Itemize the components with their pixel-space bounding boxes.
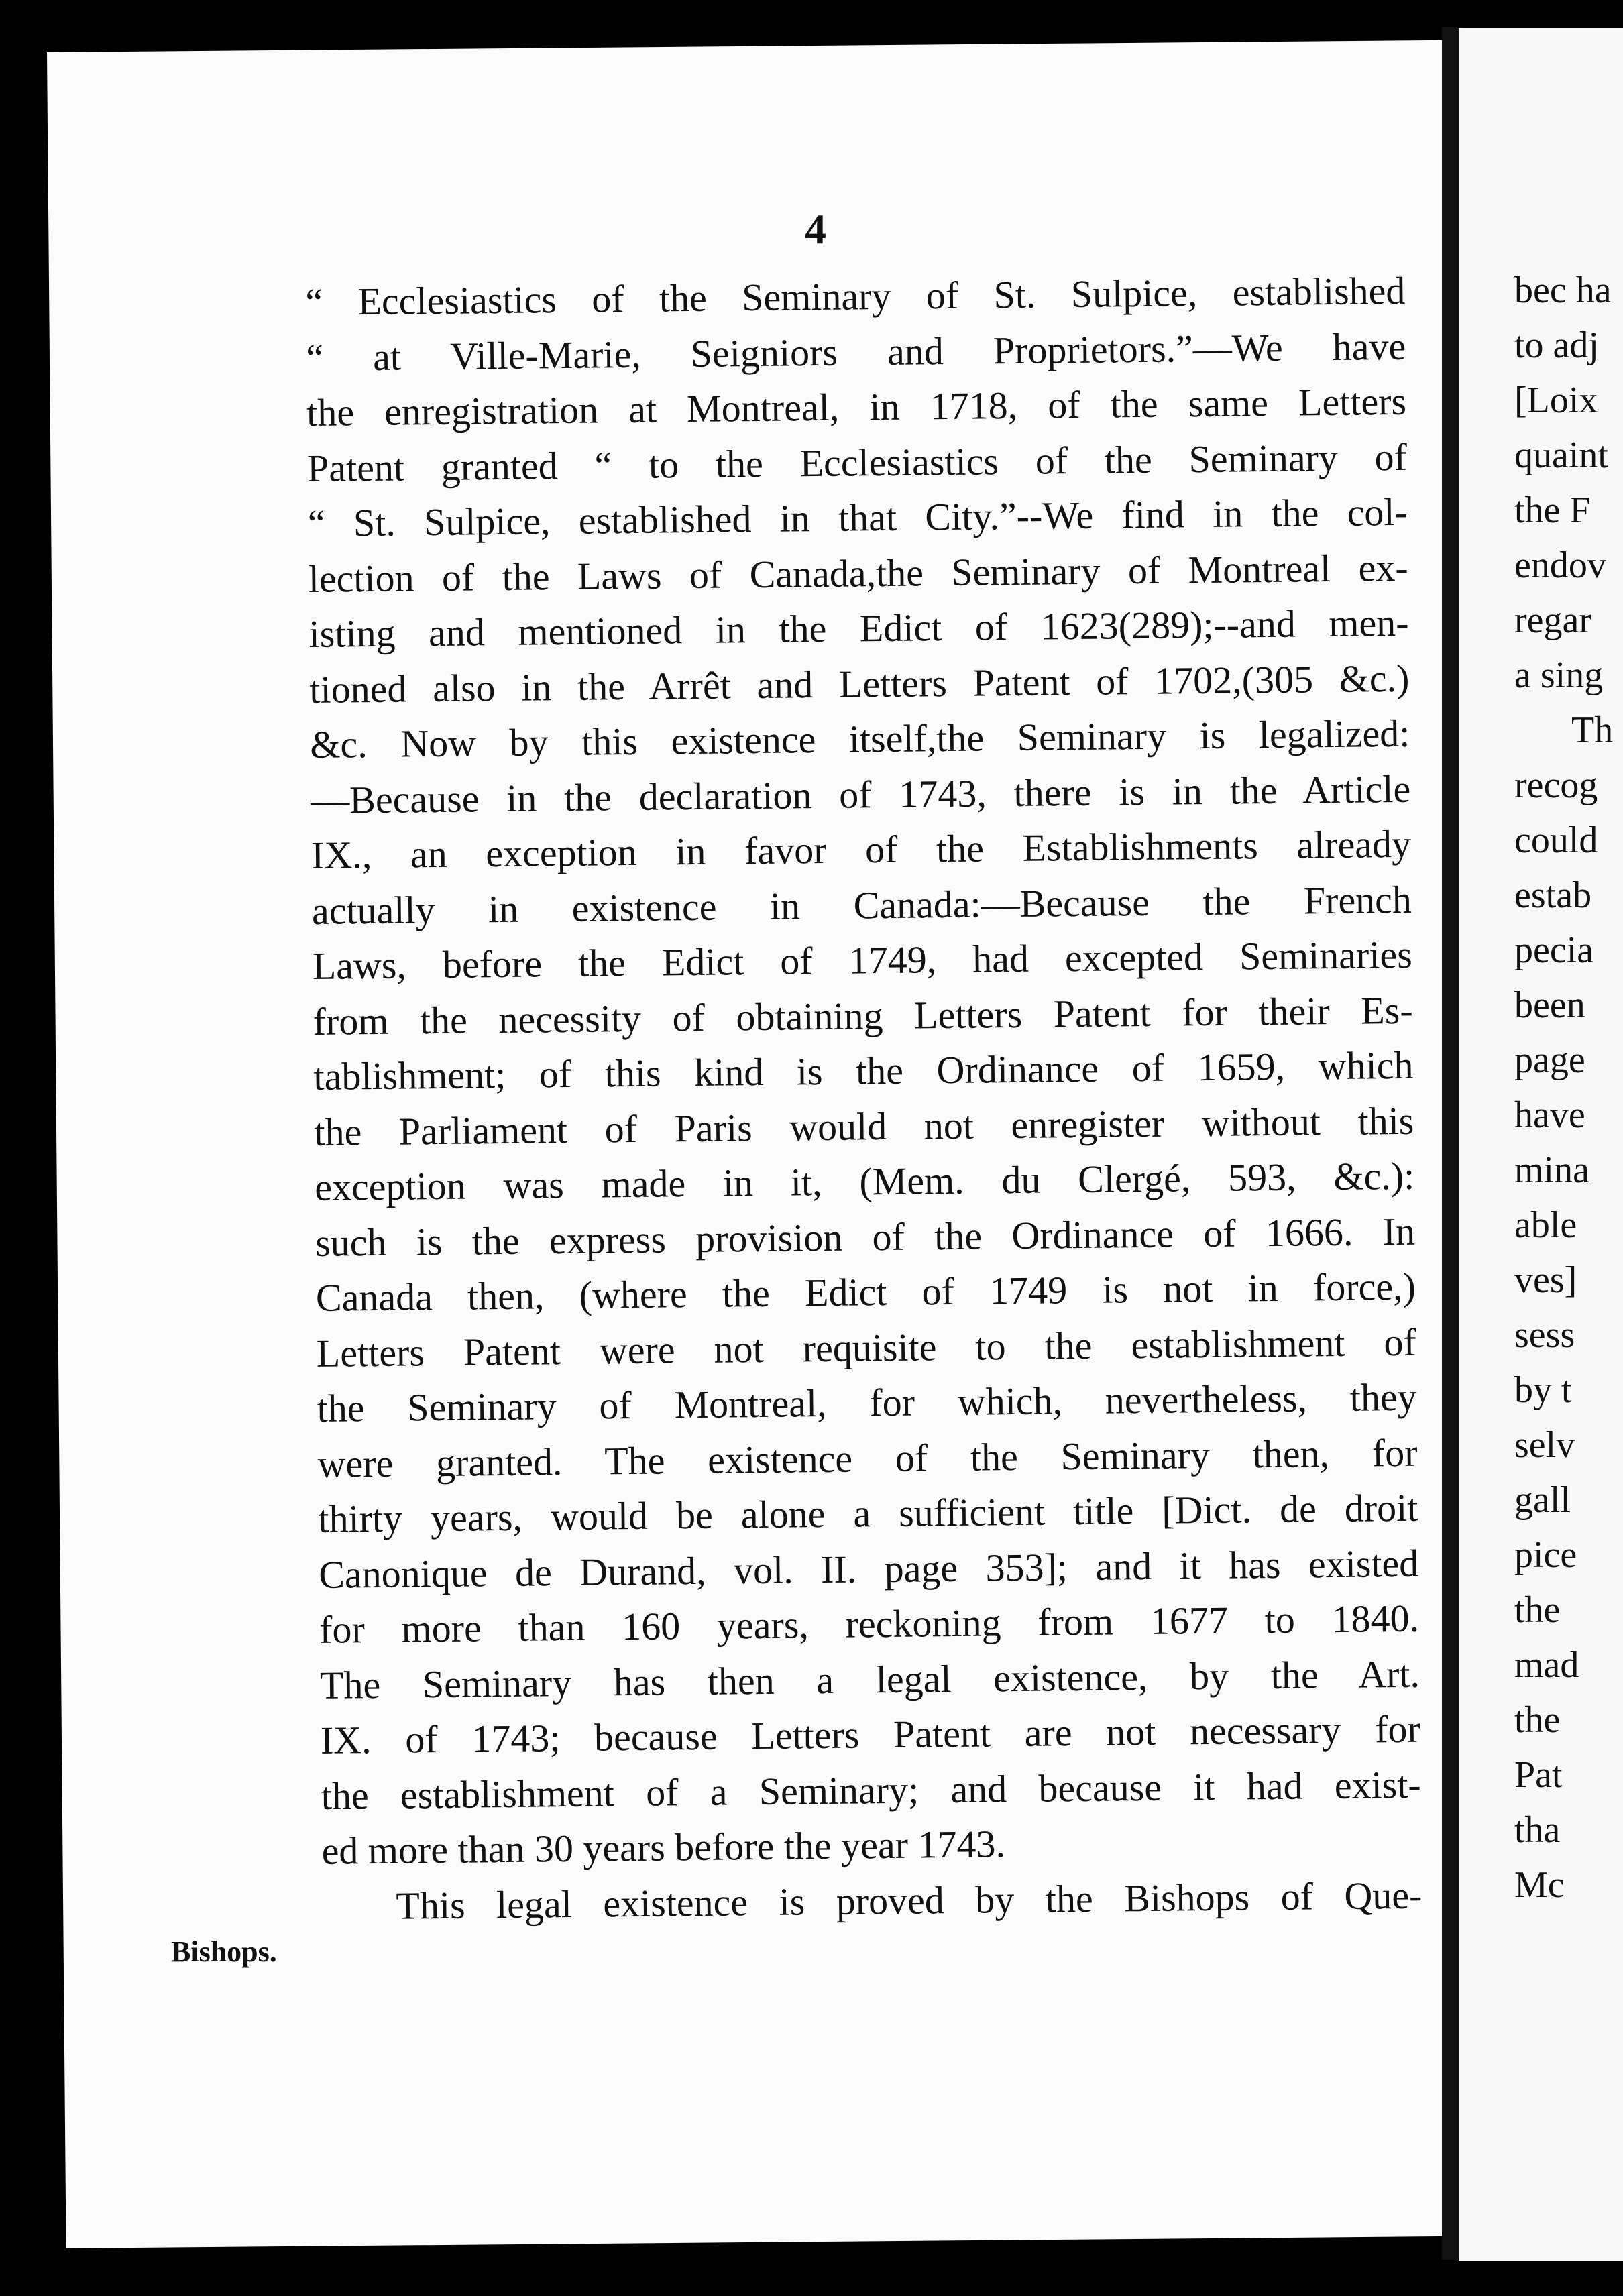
right-page-line: to adj (1514, 325, 1599, 366)
body-line: “ at Ville-Marie, Seigniors and Proprietors.”—We have (305, 324, 1406, 380)
right-page-line: the F (1514, 490, 1591, 531)
right-page-line: bec ha (1514, 270, 1612, 311)
body-line: the Seminary of Montreal, for which, nevertheless, they (317, 1375, 1417, 1430)
body-line: “ Ecclesiastics of the Seminary of St. Sulpice, established (305, 268, 1406, 324)
right-page-line: the (1514, 1589, 1561, 1631)
body-line: IX., an exception in favor of the Establishments already (311, 821, 1412, 877)
right-page-line: estab (1514, 874, 1592, 916)
body-line: Laws, before the Edict of 1749, had excepted Seminaries (312, 932, 1413, 988)
page-number: 4 (805, 205, 826, 253)
body-line: the establishment of a Seminary; and because it had exist- (321, 1762, 1422, 1818)
body-line: Patent granted “ to the Ecclesiastics of the Seminary of (306, 435, 1408, 490)
right-page-line: mad (1514, 1644, 1579, 1686)
right-page-line: pice (1514, 1534, 1577, 1576)
right-page-line: mina (1514, 1149, 1589, 1191)
right-page-line: pecia (1514, 929, 1594, 971)
right-page-line: the (1514, 1699, 1561, 1741)
body-line: The Seminary has then a legal existence, by the Art. (319, 1652, 1420, 1707)
body-line: Canonique de Durand, vol. II. page 353]; and it has existed (318, 1541, 1419, 1597)
body-line: from the necessity of obtaining Letters Patent for their Es- (313, 988, 1413, 1043)
body-line: tablishment; of this kind is the Ordinance of 1659, which (313, 1043, 1414, 1098)
body-line: lection of the Laws of Canada,the Seminary of Montreal ex- (308, 545, 1408, 601)
body-line: —Because in the declaration of 1743, there is in the Article (310, 766, 1411, 822)
right-page-line: sess (1514, 1314, 1575, 1356)
body-line: were granted. The existence of the Seminary then, for (317, 1430, 1418, 1486)
body-line: This legal existence is proved by the Bishops of Que- (396, 1873, 1422, 1928)
right-page-line: tha (1514, 1809, 1561, 1851)
right-page-line: Th (1571, 709, 1614, 751)
body-line: &c. Now by this existence itself,the Seminary is legalized: (309, 711, 1410, 766)
right-page-line: quaint (1514, 435, 1608, 476)
right-page-line: have (1514, 1094, 1585, 1136)
body-line: the Parliament of Paris would not enregister without this (314, 1098, 1414, 1154)
right-page-line: ves] (1514, 1259, 1577, 1301)
right-page-line: a sing (1514, 654, 1604, 696)
right-page-line: regar (1514, 599, 1592, 641)
right-page-line: been (1514, 984, 1585, 1026)
body-line: isting and mentioned in the Edict of 1623(289);--and men- (309, 600, 1409, 656)
right-page-line: Pat (1514, 1754, 1563, 1796)
body-line: the enregistration at Montreal, in 1718, of the same Letters (306, 379, 1407, 435)
body-line: “ St. Sulpice, established in that City.”--We find in the col- (307, 490, 1408, 545)
body-line: Letters Patent were not requisite to the establishment of (316, 1320, 1417, 1375)
body-line: such is the express provision of the Ordinance of 1666. In (315, 1209, 1416, 1265)
body-line: Canada then, (where the Edict of 1749 is not in force,) (315, 1264, 1416, 1320)
right-page-line: could (1514, 819, 1598, 861)
body-line: for more than 160 years, reckoning from 1677 to 1840. (319, 1596, 1420, 1652)
body-line: exception was made in it, (Mem. du Clergé, 593, &c.): (314, 1153, 1415, 1209)
right-page-line: page (1514, 1039, 1585, 1081)
right-page-line: endov (1514, 544, 1606, 586)
body-line: ed more than 30 years before the year 1743. (321, 1822, 1006, 1873)
right-page-text (1514, 263, 1613, 1912)
body-line: IX. of 1743; because Letters Patent are not necessary for (320, 1707, 1421, 1762)
body-text (305, 264, 1422, 1935)
right-page-line: Mc (1514, 1864, 1565, 1906)
margin-note: Bishops. (171, 1935, 277, 1968)
right-page-line: by t (1514, 1369, 1572, 1411)
body-line: thirty years, would be alone a sufficient title [Dict. de droit (318, 1485, 1418, 1541)
right-page-line: [Loix (1514, 380, 1598, 421)
body-line: actually in existence in Canada:—Because the French (311, 877, 1412, 933)
right-page-line: selv (1514, 1424, 1575, 1466)
right-page-line: recog (1514, 764, 1598, 806)
body-line: tioned also in the Arrêt and Letters Patent of 1702,(305 &c.) (309, 656, 1410, 711)
right-page-line: able (1514, 1204, 1577, 1246)
right-page-line: gall (1514, 1479, 1571, 1521)
